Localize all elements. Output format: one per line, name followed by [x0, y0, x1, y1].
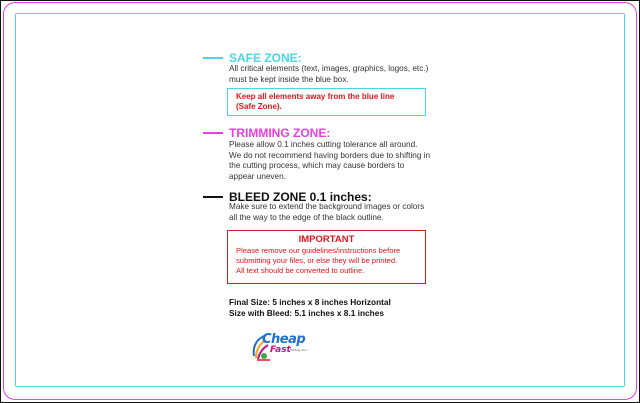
important-notice-box — [227, 230, 426, 284]
size-info: Final Size: 5 inches x 8 inches Horizontal Size with Bleed: 5.1 inches x 8.1 inches — [229, 297, 391, 318]
logo-word-fast: Fast — [270, 345, 291, 355]
cheap-fast-printing-logo — [248, 330, 328, 362]
bleed-zone-swatch — [203, 196, 223, 198]
trimming-zone-description: Please allow 0.1 inches cutting tolerance all around. We do not recommend having borders due to shifting in the cutting process, which may cause borders to appear uneven. — [229, 140, 431, 181]
safe-zone-swatch — [203, 57, 223, 59]
logo-word-cheap: Cheap — [262, 332, 306, 347]
bleed-zone-title: BLEED ZONE 0.1 inches: — [229, 190, 372, 204]
safe-zone-callout-text: Keep all elements away from the blue line (Safe Zone). — [236, 92, 395, 111]
important-title: IMPORTANT — [298, 234, 355, 245]
trimming-zone-swatch — [203, 132, 223, 134]
safe-zone-description: All critical elements (text, images, graphics, logos, etc.) must be kept inside the blue box. — [229, 64, 429, 84]
important-text: Please remove our guidelines/instructions before submitting your files, or else they will be printed. All text should be converted to outline. — [236, 246, 401, 275]
logo-word-printing: Printing.com — [290, 348, 307, 352]
bleed-zone-description: Make sure to extend the background images or colors all the way to the edge of the black outline. — [229, 202, 425, 222]
safe-zone-callout-box — [227, 88, 426, 116]
safe-zone-title: SAFE ZONE: — [229, 51, 302, 65]
trimming-zone-title: TRIMMING ZONE: — [229, 126, 331, 140]
